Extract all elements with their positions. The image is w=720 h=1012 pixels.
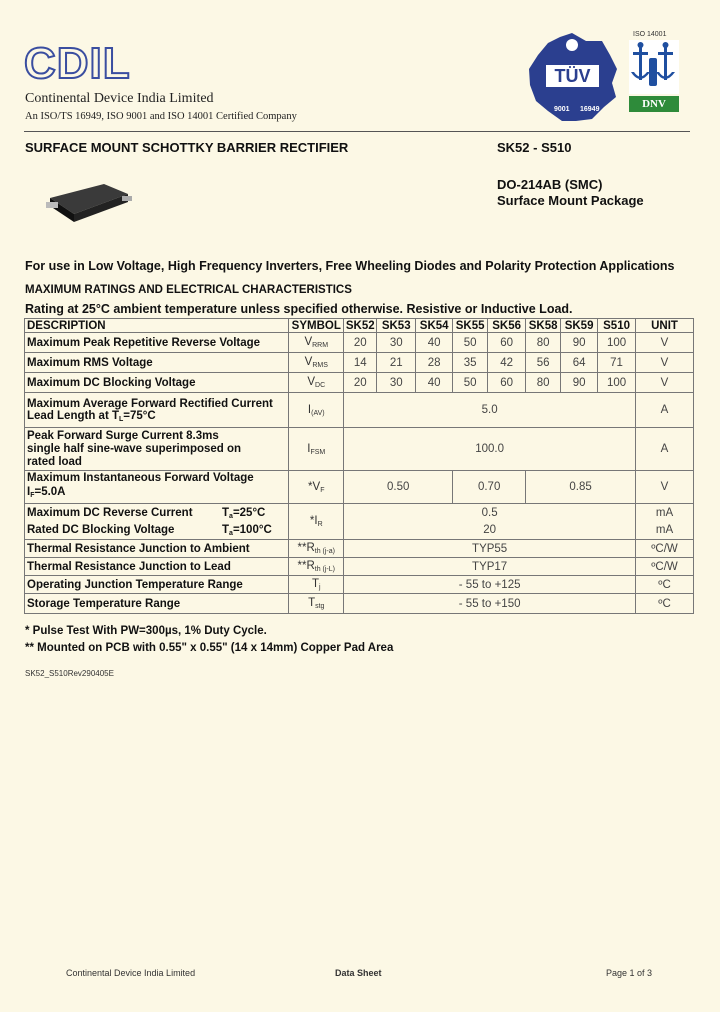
header-cell: SK58 (526, 319, 561, 333)
row-description: Maximum DC Blocking Voltage (25, 373, 289, 393)
ratings-table (24, 318, 694, 614)
row-description: Thermal Resistance Junction to Ambient (25, 540, 289, 558)
row-description: Maximum Average Forward Rectified Current Lead Length at $T_L=75^\circ C$ (25, 393, 289, 428)
value-cell: 20 (344, 333, 377, 353)
table-row (25, 558, 694, 576)
row-symbol: $*I_R$ (289, 504, 344, 540)
row-description: Maximum RMS Voltage (25, 353, 289, 373)
row-description: Storage Temperature Range (25, 594, 289, 614)
package-code: DO-214AB (SMC) (497, 177, 603, 192)
footer-page-number: Page 1 of 3 (606, 968, 653, 978)
unit-cell: ºC/W (636, 540, 694, 558)
table-row (25, 540, 694, 558)
header-cell: SK59 (561, 319, 598, 333)
unit-cell: V (636, 471, 694, 504)
value-cell: - 55 to +125 (344, 576, 636, 594)
row-description: Operating Junction Temperature Range (25, 576, 289, 594)
table-row (25, 471, 694, 504)
value-cell: 56 (526, 353, 561, 373)
header-cell: S510 (598, 319, 636, 333)
value-cell: 20 (344, 373, 377, 393)
table-row (25, 504, 694, 540)
value-cell: 80 (526, 373, 561, 393)
row-symbol: $I_{(AV)}$ (289, 393, 344, 428)
footer-company: Continental Device India Limited (66, 968, 196, 978)
table-row (25, 373, 694, 393)
value-cell: 90 (561, 333, 598, 353)
value-cell: - 55 to +150 (344, 594, 636, 614)
header-cell: DESCRIPTION (25, 319, 289, 333)
document-id: SK52_S510Rev290405E (25, 669, 114, 678)
value-cell: 30 (377, 333, 416, 353)
value-cell: 42 (488, 353, 526, 373)
pcb-mount-note: ** Mounted on PCB with 0.55" x 0.55" (14 x 14mm) Copper Pad Area (25, 642, 394, 654)
row-symbol: $T_j$ (289, 576, 344, 594)
dnv-logo: DNV (629, 96, 679, 112)
header-cell: SK55 (453, 319, 488, 333)
unit-cell: A (636, 393, 694, 428)
table-row (25, 353, 694, 373)
svg-text:16949: 16949 (580, 106, 600, 113)
footer-title: Data Sheet (335, 968, 382, 978)
header-cell: SYMBOL (289, 319, 344, 333)
rating-note: Rating at 25°C ambient temperature unless specified otherwise. Resistive or Inductive Load. (25, 302, 573, 316)
table-row (25, 576, 694, 594)
part-range: SK52 - S510 (497, 140, 572, 155)
header-cell: SK53 (377, 319, 416, 333)
section-title: MAXIMUM RATINGS AND ELECTRICAL CHARACTERISTICS (25, 284, 352, 296)
pulse-test-note: * Pulse Test With PW=300µs, 1% Duty Cycle. (25, 625, 267, 637)
anchor-cert-icon (629, 40, 679, 94)
company-name: Continental Device India Limited (25, 91, 214, 106)
row-description: Thermal Resistance Junction to Lead (25, 558, 289, 576)
value-cell: 30 (377, 373, 416, 393)
smc-package-image (44, 180, 134, 228)
value-cell: 21 (377, 353, 416, 373)
value-cell: 64 (561, 353, 598, 373)
header-cell: SK56 (488, 319, 526, 333)
value-cell: 0.70 (453, 471, 526, 504)
value-cell: TYP17 (344, 558, 636, 576)
unit-cell: V (636, 333, 694, 353)
row-symbol: $I_{FSM}$ (289, 428, 344, 471)
value-cell: 28 (416, 353, 453, 373)
table-row (25, 333, 694, 353)
header-cell: SK54 (416, 319, 453, 333)
value-cell: 0.5 20 (344, 504, 636, 540)
value-cell: 71 (598, 353, 636, 373)
document-title: SURFACE MOUNT SCHOTTKY BARRIER RECTIFIER (25, 140, 349, 155)
row-symbol: $T_{stg}$ (289, 594, 344, 614)
row-symbol: $V_{RRM}$ (289, 333, 344, 353)
header-cell: UNIT (636, 319, 694, 333)
value-cell: 100 (598, 333, 636, 353)
unit-cell: A (636, 428, 694, 471)
value-cell: 40 (416, 373, 453, 393)
value-cell: 90 (561, 373, 598, 393)
unit-cell: ºC/W (636, 558, 694, 576)
value-cell: 40 (416, 333, 453, 353)
value-cell: 60 (488, 333, 526, 353)
row-symbol: $**R_{th (j-a)}$ (289, 540, 344, 558)
tuv-cert-badge-icon (526, 31, 619, 124)
value-cell: 60 (488, 373, 526, 393)
row-symbol: $V_{DC}$ (289, 373, 344, 393)
row-symbol: $*V_F$ (289, 471, 344, 504)
row-description: Maximum Instantaneous Forward Voltage $I_F=5.0A$ (25, 471, 289, 504)
value-cell: 50 (453, 333, 488, 353)
svg-text:9001: 9001 (554, 106, 570, 113)
value-cell: 0.85 (526, 471, 636, 504)
value-cell: 5.0 (344, 393, 636, 428)
table-header-row (25, 319, 694, 333)
tuv-text: TÜV (554, 66, 591, 86)
header-cell: SK52 (344, 319, 377, 333)
row-description: Maximum DC Reverse Current $T_a=25^\circ C$ Rated DC Blocking Voltage $T_a=100^\circ C$ (25, 504, 289, 540)
row-description: Maximum Peak Repetitive Reverse Voltage (25, 333, 289, 353)
unit-cell: V (636, 353, 694, 373)
value-cell: 100.0 (344, 428, 636, 471)
table-row (25, 428, 694, 471)
value-cell: 0.50 (344, 471, 453, 504)
cdil-logo: CDIL (24, 39, 131, 88)
value-cell: TYP55 (344, 540, 636, 558)
value-cell: 100 (598, 373, 636, 393)
unit-cell: ºC (636, 576, 694, 594)
unit-cell: ºC (636, 594, 694, 614)
row-description: Peak Forward Surge Current 8.3ms single half sine-wave superimposed on rated load (25, 428, 289, 471)
value-cell: 35 (453, 353, 488, 373)
unit-cell: mA mA (636, 504, 694, 540)
iso-14001-label: ISO 14001 (633, 31, 667, 38)
package-type: Surface Mount Package (497, 193, 644, 208)
header-divider (24, 131, 690, 132)
usage-description: For use in Low Voltage, High Frequency Inverters, Free Wheeling Diodes and Polarity Protection Applications (25, 259, 675, 273)
value-cell: 80 (526, 333, 561, 353)
row-symbol: $V_{RMS}$ (289, 353, 344, 373)
value-cell: 14 (344, 353, 377, 373)
value-cell: 50 (453, 373, 488, 393)
table-row (25, 594, 694, 614)
certification-line: An ISO/TS 16949, ISO 9001 and ISO 14001 Certified Company (25, 111, 297, 122)
row-symbol: $**R_{th (j-L)}$ (289, 558, 344, 576)
table-row (25, 393, 694, 428)
unit-cell: V (636, 373, 694, 393)
